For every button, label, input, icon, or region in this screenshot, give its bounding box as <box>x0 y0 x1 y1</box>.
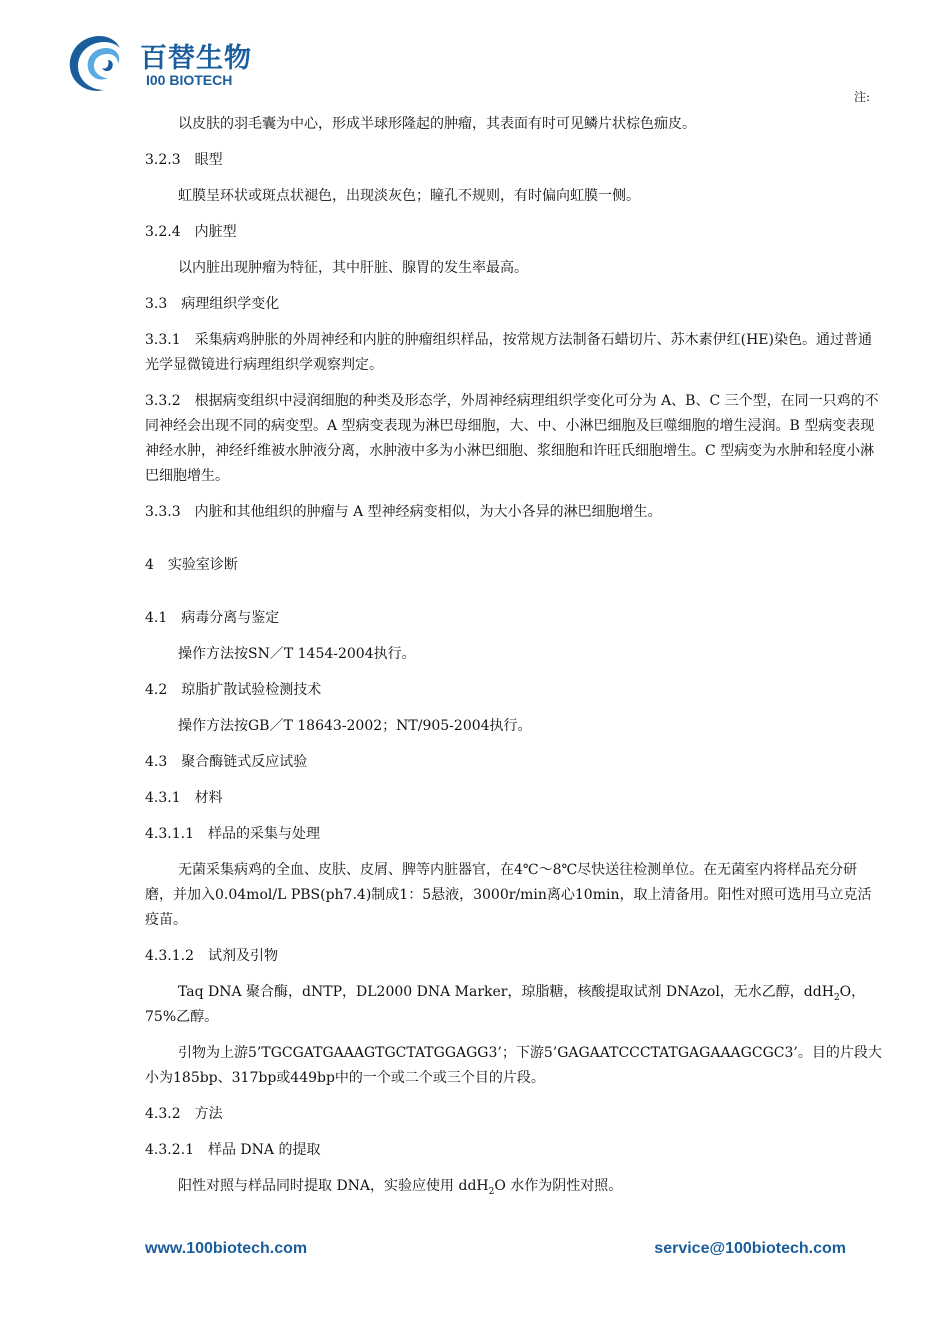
paragraph: 虹膜呈环状或斑点状褪色，出现淡灰色；瞳孔不规则，有时偏向虹膜一侧。 <box>178 188 640 204</box>
paragraph: 以内脏出现肿瘤为特征，其中肝脏、腺胃的发生率最高。 <box>178 260 528 276</box>
section-heading: 4.3 聚合酶链式反应试验 <box>145 754 308 770</box>
footer-email-link[interactable]: service@100biotech.com <box>654 1240 846 1257</box>
document-body <box>145 112 885 1199</box>
footer-website-link[interactable]: www.100biotech.com <box>145 1240 308 1257</box>
section-heading: 4.3.1 材料 <box>145 790 223 806</box>
section-heading: 4.3.2 方法 <box>145 1106 223 1122</box>
section-heading: 3.3 病理组织学变化 <box>145 296 280 312</box>
text-run: O，75%乙醇。 <box>145 984 866 1025</box>
paragraph <box>145 1174 885 1199</box>
section-heading: 4.2 琼脂扩散试验检测技术 <box>145 682 322 698</box>
paragraph: 3.3.1 采集病鸡肿胀的外周神经和内脏的肿瘤组织样品，按常规方法制备石蜡切片、苏木素伊红(HE)染色。通过普通光学显微镜进行病理组织学观察判定。 <box>145 332 872 373</box>
subscript: 2 <box>488 1186 495 1197</box>
section-heading: 4.3.1.1 样品的采集与处理 <box>145 826 320 842</box>
paragraph: 3.3.3 内脏和其他组织的肿瘤与 A 型神经病变相似，为大小各异的淋巴细胞增生。 <box>145 504 662 520</box>
paragraph: 以皮肤的羽毛囊为中心，形成半球形隆起的肿瘤，其表面有时可见鳞片状棕色痂皮。 <box>178 116 696 132</box>
text-run: O 水作为阴性对照。 <box>494 1178 623 1194</box>
logo-chinese-name: 百替生物 <box>140 43 252 74</box>
chapter-heading: 4 实验室诊断 <box>145 557 238 573</box>
note-label: 注: <box>853 90 870 104</box>
paragraph: 引物为上游5’TGCGATGAAAGTGCTATGGAGG3’；下游5’GAGAATCCCTATGAGAAAGCGC3’。目的片段大小为185bp、317bp或449bp中的一个或二个或三个目的片段。 <box>145 1045 882 1086</box>
text-run: Taq DNA 聚合酶，dNTP，DL2000 DNA Marker，琼脂糖，核酸提取试剂 DNAzol，无水乙醇，ddH <box>178 984 834 1000</box>
logo-swirl-icon <box>66 30 136 96</box>
company-logo <box>66 30 266 96</box>
paragraph: 无菌采集病鸡的全血、皮肤、皮屑、脾等内脏器官，在4℃～8℃尽快送往检测单位。在无菌室内将样品充分研磨，并加入0.04mol/L PBS(ph7.4)制成1：5悬液，3000r/min离心10min，取上清备用。阳性对照可选用马立克活疫苗。 <box>145 862 872 928</box>
section-heading: 3.2.4 内脏型 <box>145 224 237 240</box>
section-heading: 4.3.2.1 样品 DNA 的提取 <box>145 1142 321 1158</box>
logo-english-name: I00 BIOTECH <box>146 72 233 88</box>
subscript: 2 <box>833 992 840 1003</box>
text-run: 阳性对照与样品同时提取 DNA，实验应使用 ddH <box>178 1178 489 1194</box>
section-heading: 3.2.3 眼型 <box>145 152 223 168</box>
section-heading: 4.3.1.2 试剂及引物 <box>145 948 278 964</box>
paragraph: 3.3.2 根据病变组织中浸润细胞的种类及形态学，外周神经病理组织学变化可分为 A、B、C 三个型，在同一只鸡的不同神经会出现不同的病变型。A 型病变表现为淋巴母细胞，大、中、小淋巴细胞及巨噬细胞的增生浸润。B 型病变表现神经水肿，神经纤维被水肿液分离，水肿液中多为小淋巴细胞、浆细胞和许旺氏细胞增生。C 型病变为水肿和轻度小淋巴细胞增生。 <box>145 393 879 484</box>
paragraph: 操作方法按GB／T 18643-2002；NT/905-2004执行。 <box>178 718 532 734</box>
paragraph <box>145 980 885 1030</box>
section-heading: 4.1 病毒分离与鉴定 <box>145 610 280 626</box>
paragraph: 操作方法按SN／T 1454-2004执行。 <box>178 646 416 662</box>
